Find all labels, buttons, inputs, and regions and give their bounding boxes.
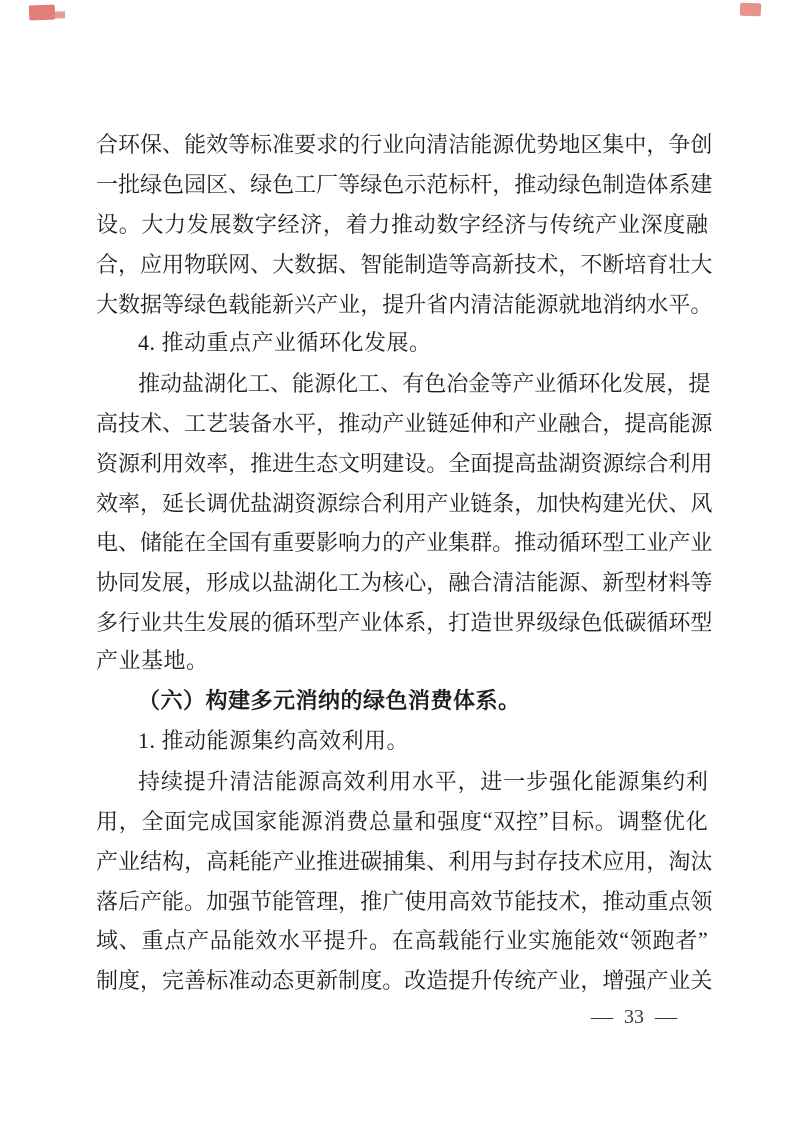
footer-dash-right: — [655,1006,677,1028]
text-line: 协 同 发 展 ， 形 成 以 盐 湖 化 工 为 核 心 ， 融 合 清 洁 能 源 、 新 型 材 料 等 [96,570,713,596]
text-line: 产 业 结 构 ， 高 耗 能 产 业 推 进 碳 捕 集 、 利 用 与 封 存 技 术 应 用 ， 淘 汰 [96,848,713,874]
text-line: 电 、 储 能 在 全 国 有 重 要 影 响 力 的 产 业 集 群 。 推 动 循 环 型 工 业 产 业 [96,530,713,556]
page-footer [592,1006,676,1029]
text-line: 用 ， 全 面 完 成 国 家 能 源 消 费 总 量 和 强 度 “ 双 控 ” 目 标 。 调 整 优 化 [96,807,708,834]
text-line: 持 续 提 升 清 洁 能 源 高 效 利 用 水 平 ， 进 一 步 强 化 能 源 集 约 利 [138,769,708,795]
text-line: 合 ， 应 用 物 联 网 、 大 数 据 、 智 能 制 造 等 高 新 技 术 ， 不 断 培 育 壮 大 [96,251,713,277]
text-line: 多 行 业 共 生 发 展 的 循 环 型 产 业 体 系 ， 打 造 世 界 级 绿 色 低 碳 循 环 型 [96,609,713,635]
text-line: 4. 推动重点产业循环化发展。 [138,329,432,355]
text-line: 资 源 利 用 效 率 ， 推 进 生 态 文 明 建 设 。 全 面 提 高 盐 湖 资 源 综 合 利 用 [96,450,713,476]
text-line: 设 。 大 力 发 展 数 字 经 济 ， 着 力 推 动 数 字 经 济 与 传 统 产 业 深 度 融 [96,211,708,237]
text-line: 一 批 绿 色 园 区 、 绿 色 工 厂 等 绿 色 示 范 标 杆 ， 推 动 绿 色 制 造 体 系 建 [96,172,713,198]
text-line: （六）构建多元消纳的绿色消费体系。 [138,688,521,714]
text-line: 合 环 保 、 能 效 等 标 准 要 求 的 行 业 向 清 洁 能 源 优 势 地 区 集 中 ， 争 创 [96,132,713,158]
text-line: 落 后 产 能 。 加 强 节 能 管 理 ， 推 广 使 用 高 效 节 能 技 术 ， 推 动 重 点 领 [96,888,713,914]
text-line: 大 数 据 等 绿 色 载 能 新 兴 产 业 ， 提 升 省 内 清 洁 能 源 就 地 消 纳 水 平 。 [96,291,713,317]
text-line: 高 技 术 、 工 艺 装 备 水 平 ， 推 动 产 业 链 延 伸 和 产 业 融 合 ， 提 高 能 源 [96,410,713,436]
text-line: 1. 推动能源集约高效利用。 [138,727,410,753]
text-line: 推 动 盐 湖 化 工 、 能 源 化 工 、 有 色 冶 金 等 产 业 循 环 化 发 展 ， 提 [138,371,711,397]
red-scan-artifact-right [740,3,761,17]
text-line: 产业基地。 [96,648,209,674]
text-line: 效 率 ， 延 长 调 优 盐 湖 资 源 综 合 利 用 产 业 链 条 ， 加 快 构 建 光 伏 、 风 [96,490,713,516]
text-line: 域 、 重 点 产 品 能 效 水 平 提 升 。 在 高 载 能 行 业 实 施 能 效 “ 领 跑 者 ” [96,926,708,954]
red-scan-artifact-left [29,5,56,21]
document-body [96,124,713,1000]
page-number: 33 [624,1006,644,1028]
footer-dash-left: — [591,1006,613,1028]
text-line: 制 度 ， 完 善 标 准 动 态 更 新 制 度 。 改 造 提 升 传 统 产 业 ， 增 强 产 业 关 [96,968,713,994]
